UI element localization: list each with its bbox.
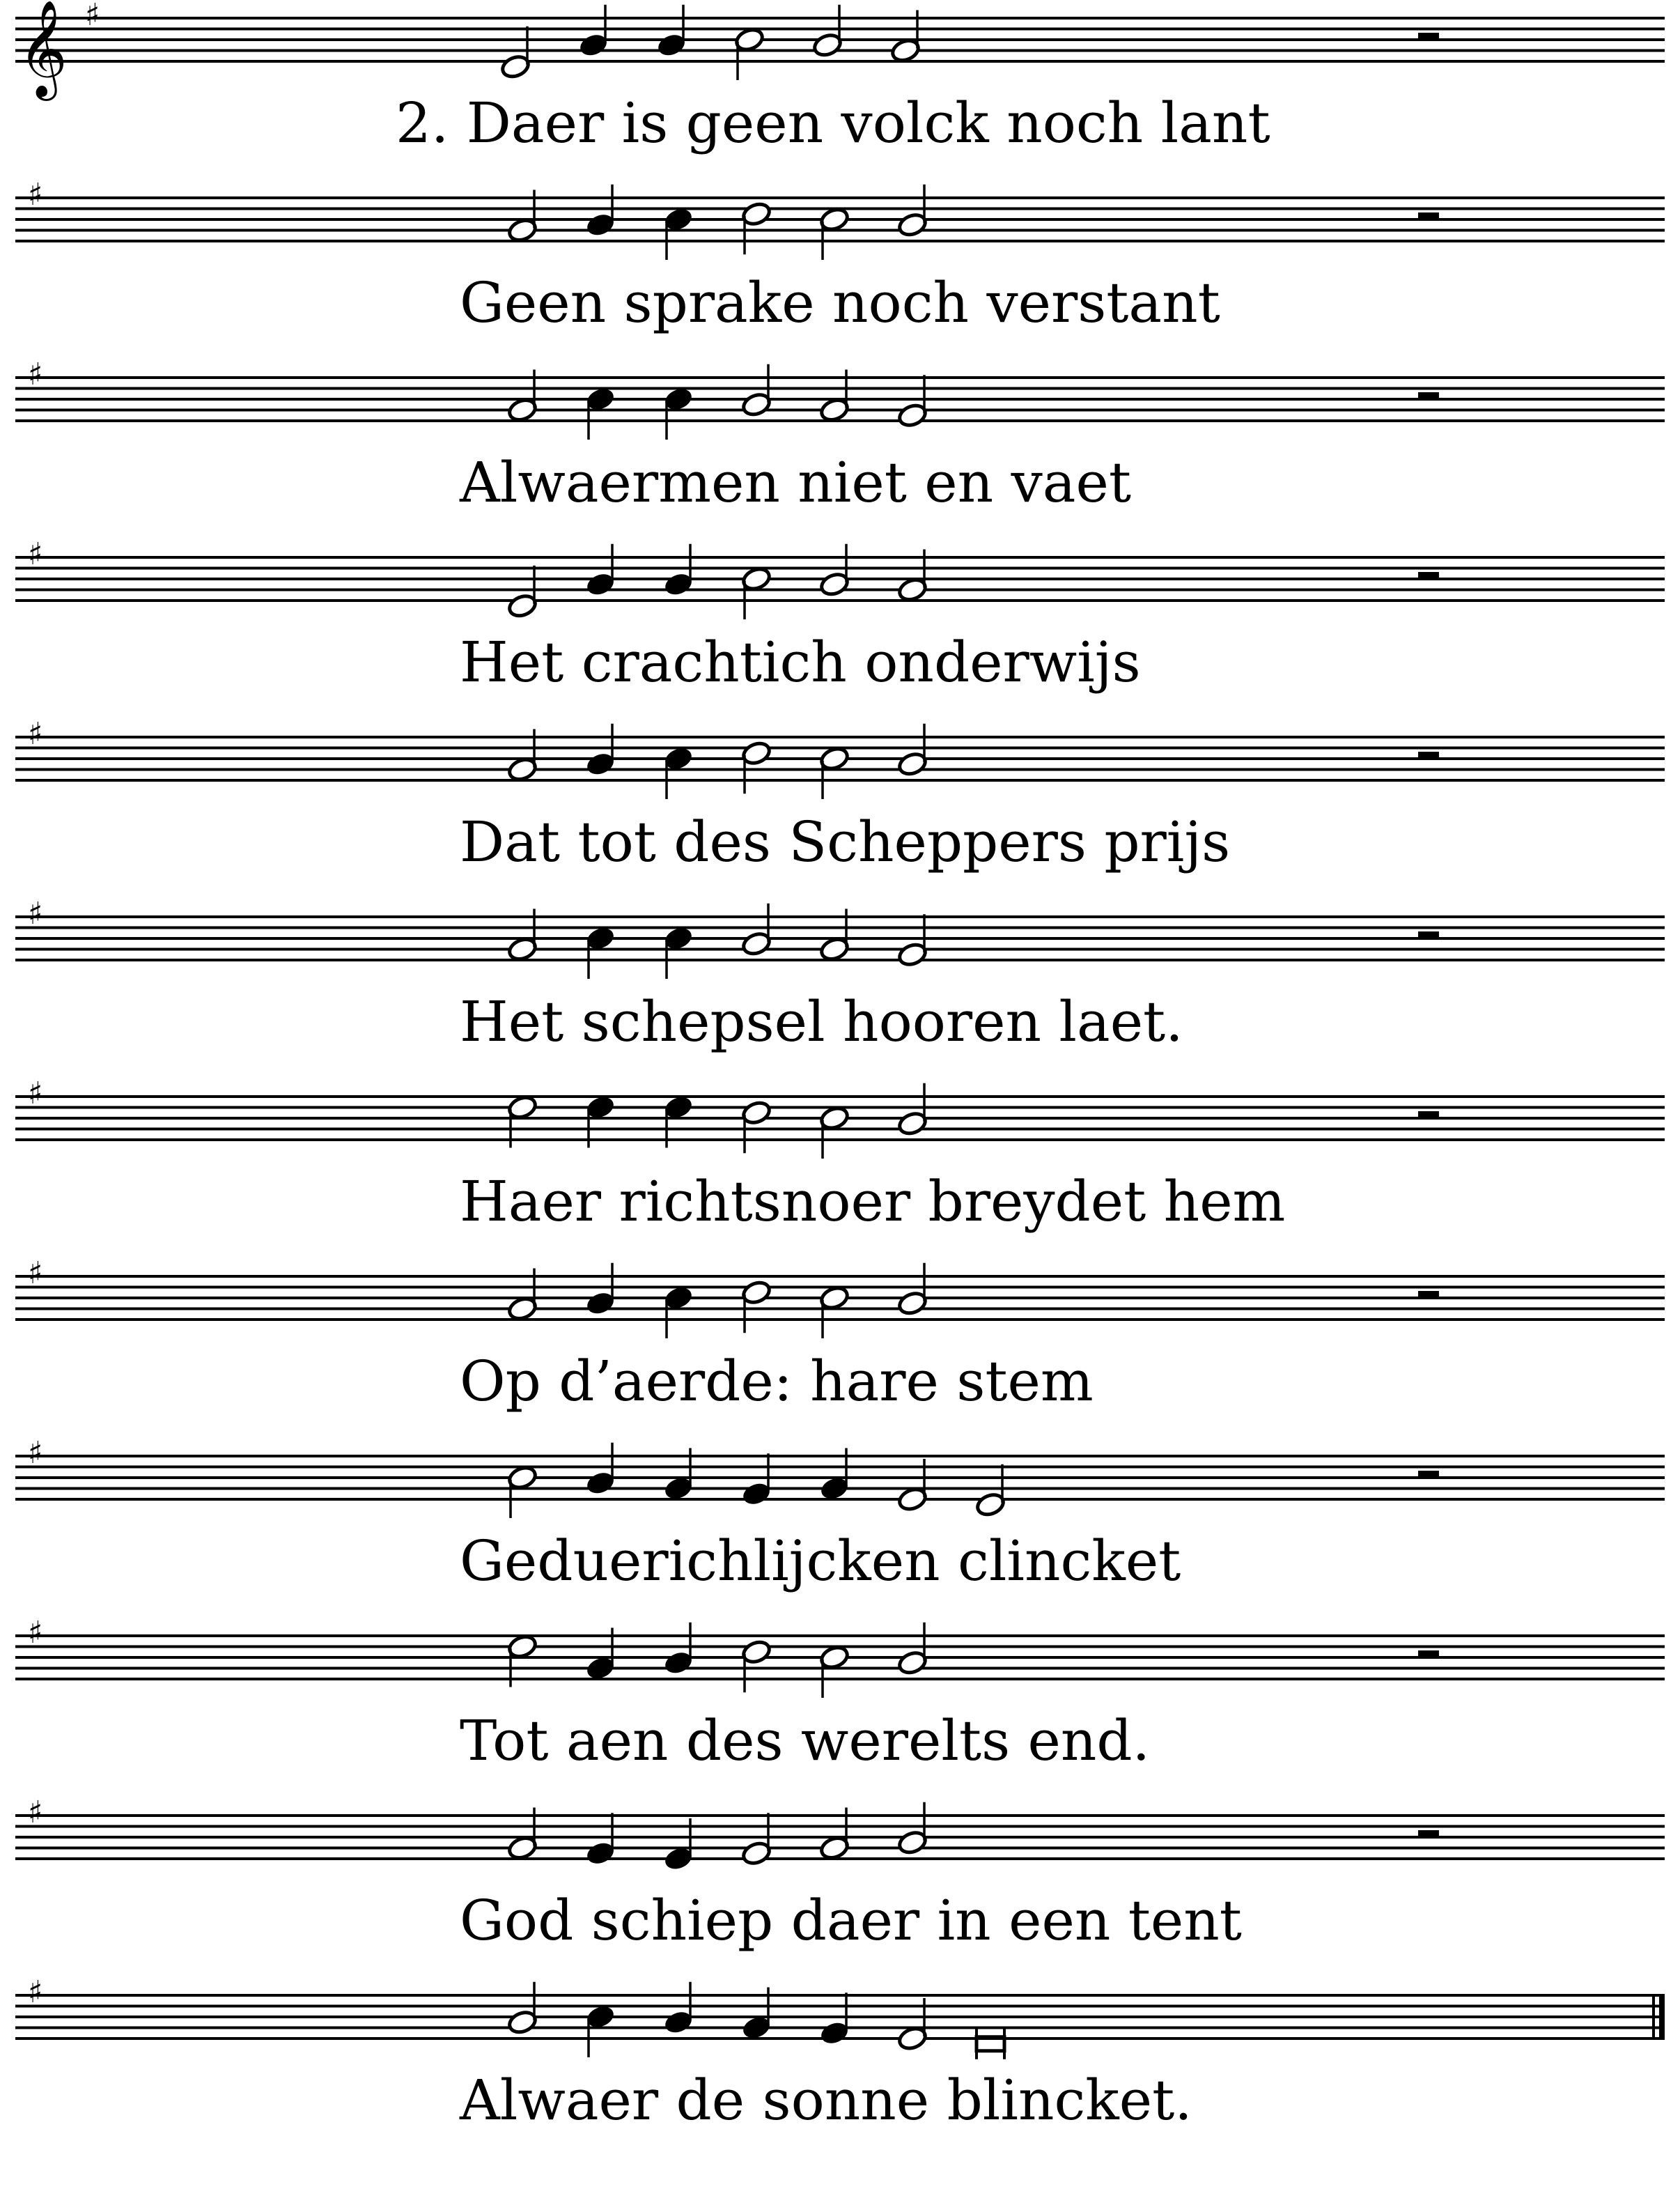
lyric-line: Alwaermen niet en vaet [460,450,1131,515]
key-signature-sharp-icon: ♯ [28,1076,43,1111]
staff-system-6 [15,896,1665,1054]
lyric-line: Op d’aerde: hare stem [460,1349,1094,1414]
lyric-line: Geduerichlijcken clincket [460,1529,1181,1593]
key-signature-sharp-icon: ♯ [28,896,43,931]
note [819,1105,850,1159]
note [897,185,928,238]
staff-system-12 [15,1974,1665,2133]
half-rest-icon [1418,33,1439,40]
note [507,1982,538,2036]
lyric-line: Alwaer de sonne blincket. [460,2068,1192,2133]
lyric-line: God schiep daer in een tent [460,1888,1242,1953]
lyric-line: Dat tot des Scheppers prijs [460,810,1231,874]
lyric-line: Tot aen des werelts end. [460,1708,1151,1773]
note [819,745,850,799]
note [741,904,772,957]
note [897,1083,928,1137]
half-rest-icon [1418,212,1439,219]
key-signature-sharp-icon: ♯ [28,1435,43,1471]
note [741,1279,772,1333]
note [507,566,538,619]
staff-system-7 [15,1076,1665,1234]
key-signature-sharp-icon: ♯ [85,0,100,33]
note [897,1263,928,1317]
note [741,566,772,619]
note [741,1813,772,1866]
note [812,5,843,59]
staff-system-3 [15,357,1665,515]
note [819,1285,850,1338]
note [819,206,850,260]
half-rest-icon [1418,1111,1439,1118]
lyric-line: Het crachtich onderwijs [460,630,1141,695]
note [734,26,765,80]
key-signature-sharp-icon: ♯ [28,357,43,392]
half-rest-icon [1418,392,1439,399]
note [663,386,694,440]
note [741,201,772,254]
half-rest-icon [1418,1291,1439,1298]
note [897,914,928,968]
staff-system-9 [15,1435,1665,1593]
note [819,544,850,598]
note [507,1464,538,1518]
note [819,1644,850,1698]
key-signature-sharp-icon: ♯ [28,536,43,572]
note [741,364,772,418]
lyric-line: Geen sprake noch verstant [460,270,1220,335]
key-signature-sharp-icon: ♯ [28,1255,43,1291]
note [663,1285,694,1338]
note [663,745,694,799]
note [897,724,928,777]
note [585,386,616,440]
note [741,1099,772,1153]
note [977,2029,1004,2059]
staff-system-4 [15,536,1665,695]
note [975,1464,1006,1518]
note [897,1802,928,1856]
half-rest-icon [1418,752,1439,759]
half-rest-icon [1418,1471,1439,1478]
staff-system-5 [15,716,1665,874]
note [897,1623,928,1676]
half-rest-icon [1418,931,1439,938]
key-signature-sharp-icon: ♯ [28,1795,43,1830]
key-signature-sharp-icon: ♯ [28,177,43,212]
lyric-line: Haer richtsnoer breydet hem [460,1169,1286,1234]
note [741,740,772,794]
note [663,206,694,260]
key-signature-sharp-icon: ♯ [28,1974,43,2010]
staff-system-2 [15,177,1665,335]
half-rest-icon [1418,1830,1439,1837]
note [585,925,616,979]
staff-system-8 [15,1255,1665,1414]
half-rest-icon [1418,572,1439,579]
treble-clef-icon: 𝄞 [18,0,68,97]
note [500,26,531,80]
key-signature-sharp-icon: ♯ [28,716,43,752]
half-rest-icon [1418,1650,1439,1657]
key-signature-sharp-icon: ♯ [28,1615,43,1650]
note [585,2004,616,2057]
note [897,375,928,428]
note [663,925,694,979]
staff-system-1 [15,0,1665,155]
lyric-line: 2. Daer is geen volck noch lant [396,91,1270,155]
lyric-line: Het schepsel hooren laet. [460,989,1183,1054]
staff-system-11 [15,1795,1665,1953]
note [741,1639,772,1692]
staff-system-10 [15,1615,1665,1773]
